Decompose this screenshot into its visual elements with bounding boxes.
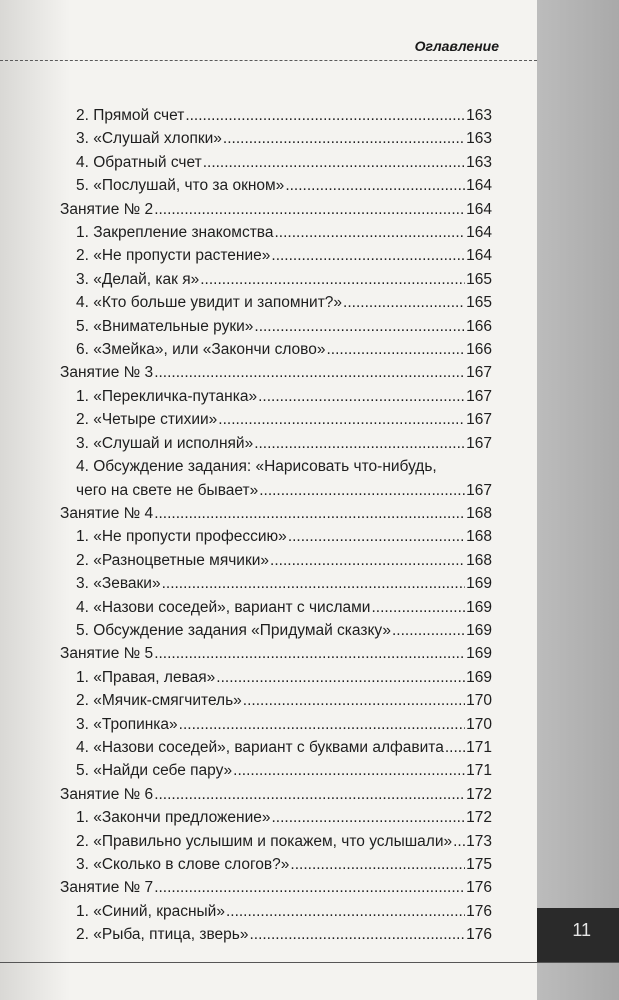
toc-entry-page: 165 — [466, 294, 492, 312]
toc-entry-label: 4. «Кто больше увидит и запомнит?» — [76, 294, 343, 312]
toc-entry-label: 3. «Сколько в слове слогов?» — [76, 856, 290, 873]
toc-entry-label: 1. Закрепление знакомства — [76, 224, 274, 242]
toc-entry — [60, 315, 492, 338]
toc-entry — [60, 596, 492, 619]
dot-leader — [290, 853, 465, 876]
dot-leader — [243, 689, 465, 712]
dot-leader — [271, 244, 465, 267]
toc-entry — [60, 104, 492, 127]
toc-entry-label: 2. «Не пропусти растение» — [76, 247, 271, 265]
toc-entry-label: Занятие № 3 — [60, 364, 154, 382]
dot-leader — [326, 338, 465, 361]
dot-leader — [218, 408, 465, 431]
toc-entry — [60, 268, 492, 291]
dot-leader — [343, 291, 465, 314]
toc-entry-page: 170 — [466, 692, 492, 710]
toc-entry-label: 5. «Внимательные руки» — [76, 317, 254, 335]
dot-leader — [254, 315, 465, 338]
toc-entry-label: Занятие № 5 — [60, 645, 154, 663]
toc-entry-label: 2. «Мячик-смягчитель» — [76, 692, 242, 710]
toc-entry-label: 3. «Делай, как я» — [76, 270, 200, 288]
toc-entry-page: 163 — [466, 153, 492, 171]
toc-entry-page: 169 — [466, 575, 492, 593]
dot-leader — [162, 572, 466, 595]
toc-entry — [60, 549, 492, 572]
dot-leader — [270, 549, 465, 572]
toc-entry — [60, 127, 492, 150]
dot-leader — [154, 876, 465, 899]
toc-entry-page: 169 — [466, 645, 492, 663]
dot-leader — [154, 783, 465, 806]
toc-entry-page: 164 — [466, 200, 492, 218]
toc-entry-page: 176 — [466, 926, 492, 944]
toc-entry — [60, 338, 492, 361]
toc-entry — [60, 689, 492, 712]
toc-entry-label: 2. «Четыре стихии» — [76, 411, 218, 429]
toc-entry-page: 172 — [466, 785, 492, 803]
toc-entry — [60, 151, 492, 174]
toc-entry-label: 4. Обсуждение задания: «Нарисовать что-нибудь, — [76, 458, 437, 476]
toc-entry-label: 4. «Назови соседей», вариант с буквами алфавита — [76, 738, 444, 756]
toc-entry-page: 163 — [466, 130, 492, 148]
side-strip — [537, 0, 619, 1000]
toc-entry-label: 5. «Послушай, что за окном» — [76, 177, 285, 195]
toc-entry — [60, 923, 492, 946]
toc-entry-page: 172 — [466, 809, 492, 827]
toc-entry-page: 170 — [466, 715, 492, 733]
toc-entry-page: 167 — [466, 411, 492, 429]
toc-entry-page: 167 — [466, 434, 492, 452]
toc-entry — [60, 244, 492, 267]
toc-lesson-heading — [60, 361, 492, 384]
toc-entry — [60, 174, 492, 197]
dot-leader — [226, 900, 465, 923]
toc-entry-label: 2. «Правильно услышим и покажем, что услышали» — [76, 832, 453, 850]
dot-leader — [179, 713, 465, 736]
dot-leader — [200, 268, 465, 291]
toc-entry-label: 1. «Правая, левая» — [76, 668, 216, 686]
bottom-rule — [0, 962, 619, 963]
dot-leader — [223, 127, 465, 150]
toc-entry — [60, 806, 492, 829]
toc-entry-label: 4. «Назови соседей», вариант с числами — [76, 598, 371, 616]
toc-entry — [60, 385, 492, 408]
toc-entry-page: 168 — [466, 504, 492, 522]
toc-entry-label: 3. «Слушай хлопки» — [76, 130, 222, 148]
toc-entry-page: 166 — [466, 341, 492, 359]
toc-entry-page: 164 — [466, 224, 492, 242]
toc-entry-page: 167 — [466, 387, 492, 405]
toc-entry-page: 164 — [466, 177, 492, 195]
dot-leader — [371, 596, 465, 619]
toc-entry — [60, 853, 492, 876]
dot-leader — [203, 151, 465, 174]
toc-lesson-heading — [60, 783, 492, 806]
toc-entry-page: 169 — [466, 668, 492, 686]
toc-entry-label: Занятие № 7 — [60, 879, 154, 897]
toc-entry-label: 6. «Змейка», или «Закончи слово» — [76, 341, 326, 359]
toc-entry-label: 1. «Не пропусти профессию» — [76, 528, 287, 546]
toc-entry-page: 163 — [466, 107, 492, 124]
dot-leader — [185, 104, 465, 127]
toc-entry-page: 164 — [466, 247, 492, 265]
toc-entry — [60, 736, 492, 759]
toc-entry-label: 1. «Перекличка-путанка» — [76, 387, 258, 405]
toc-entry — [60, 713, 492, 736]
toc-entry — [60, 900, 492, 923]
toc-entry-label: Занятие № 4 — [60, 504, 154, 522]
dot-leader — [254, 432, 465, 455]
toc-entry-page: 173 — [466, 832, 492, 850]
toc-entry — [60, 432, 492, 455]
dot-leader — [392, 619, 465, 642]
toc-entry-label: 3. «Зеваки» — [76, 575, 161, 593]
dot-leader — [154, 361, 465, 384]
dot-leader — [249, 923, 465, 946]
dot-leader — [154, 502, 465, 525]
dot-leader — [259, 479, 465, 502]
toc-entry — [60, 830, 492, 853]
toc-lesson-heading — [60, 876, 492, 899]
toc-entry-label: Занятие № 2 — [60, 200, 154, 218]
dot-leader — [154, 198, 465, 221]
table-of-contents — [60, 104, 492, 947]
toc-entry — [60, 619, 492, 642]
toc-entry-page: 169 — [466, 598, 492, 616]
toc-entry-label: 2. Прямой счет — [76, 107, 185, 124]
toc-entry-label: 5. «Найди себе пару» — [76, 762, 233, 780]
toc-entry-page: 176 — [466, 902, 492, 920]
toc-entry-label: 4. Обратный счет — [76, 153, 202, 171]
toc-entry-page: 175 — [466, 856, 492, 873]
dot-leader — [445, 736, 465, 759]
toc-entry — [60, 455, 492, 502]
toc-entry-page: 168 — [466, 528, 492, 546]
toc-entry — [60, 759, 492, 782]
toc-entry — [60, 408, 492, 431]
toc-entry-page: 171 — [466, 762, 492, 780]
toc-entry — [60, 525, 492, 548]
dot-leader — [154, 642, 465, 665]
toc-entry — [60, 572, 492, 595]
header-rule — [0, 60, 537, 61]
toc-entry — [60, 666, 492, 689]
toc-entry-page: 171 — [466, 738, 492, 756]
toc-lesson-heading — [60, 502, 492, 525]
toc-entry — [60, 221, 492, 244]
toc-lesson-heading — [60, 642, 492, 665]
dot-leader — [288, 525, 465, 548]
toc-entry — [60, 291, 492, 314]
toc-entry-page: 176 — [466, 879, 492, 897]
dot-leader — [258, 385, 465, 408]
toc-entry-page: 167 — [466, 364, 492, 382]
dot-leader — [233, 759, 465, 782]
dot-leader — [271, 806, 465, 829]
dot-leader — [285, 174, 465, 197]
dot-leader — [216, 666, 465, 689]
toc-entry-label-continued: чего на свете не бывает» — [76, 481, 259, 499]
toc-lesson-heading — [60, 198, 492, 221]
toc-entry-label: 2. «Разноцветные мячики» — [76, 551, 270, 569]
toc-entry-page: 168 — [466, 551, 492, 569]
dot-leader — [453, 830, 465, 853]
toc-entry-page: 169 — [466, 621, 492, 639]
dot-leader — [275, 221, 466, 244]
toc-entry-label: 3. «Слушай и исполняй» — [76, 434, 254, 452]
toc-entry-label: Занятие № 6 — [60, 785, 154, 803]
running-header-title: Оглавление — [414, 38, 499, 54]
toc-entry-label: 3. «Тропинка» — [76, 715, 178, 733]
page-number: 11 — [572, 920, 591, 940]
toc-entry-page: 165 — [466, 270, 492, 288]
toc-entry-label: 5. Обсуждение задания «Придумай сказку» — [76, 621, 391, 639]
toc-entry-page: 166 — [466, 317, 492, 335]
toc-entry-label: 1. «Закончи предложение» — [76, 809, 271, 827]
toc-entry-page: 167 — [466, 481, 492, 499]
toc-entry-label: 2. «Рыба, птица, зверь» — [76, 926, 249, 944]
toc-entry-label: 1. «Синий, красный» — [76, 902, 225, 920]
